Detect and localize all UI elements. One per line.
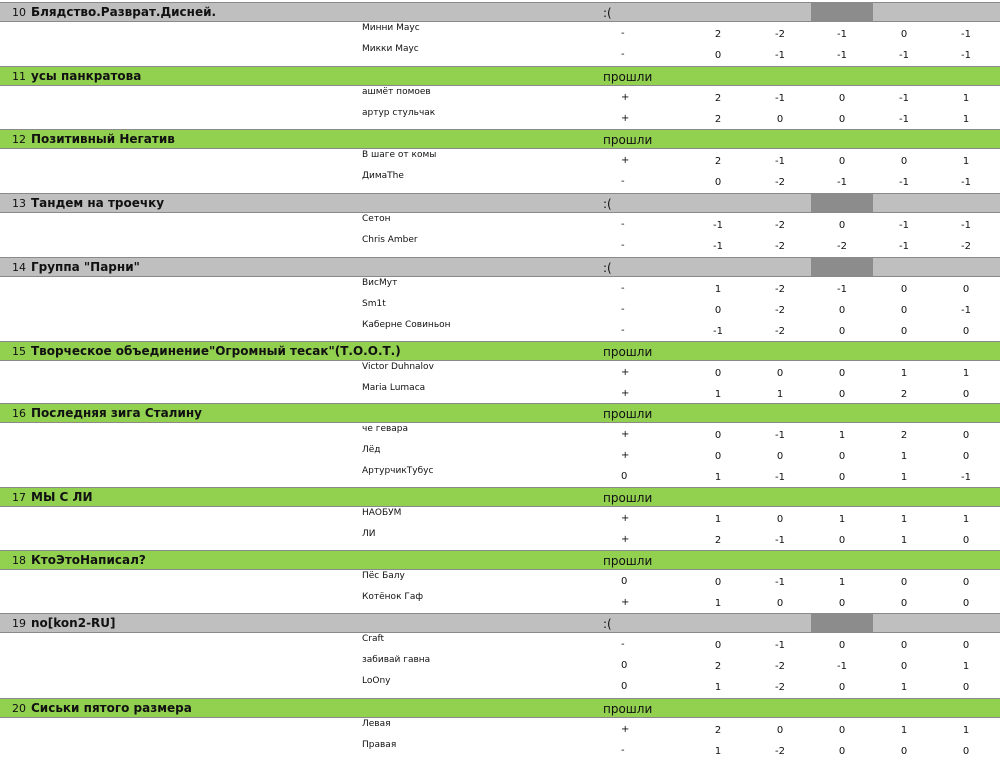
score-cell: 0: [900, 598, 908, 609]
score-cell: 1: [714, 682, 722, 693]
score-cell: -1: [775, 640, 785, 651]
team-block: [0, 129, 1000, 191]
score-cell: 1: [962, 661, 970, 672]
team-block: [0, 550, 1000, 612]
score-cell: 2: [900, 430, 908, 441]
score-cell: -2: [775, 746, 785, 757]
team-name: Сиськи пятого размера: [31, 701, 192, 715]
score-cell: -1: [899, 177, 909, 188]
player-row[interactable]: [0, 170, 1000, 191]
score-cell: -1: [899, 50, 909, 61]
player-mark: -: [621, 283, 625, 294]
score-cell: 2: [900, 389, 908, 400]
score-cell: 0: [776, 114, 784, 125]
player-mark: -: [621, 219, 625, 230]
score-cell: 0: [714, 305, 722, 316]
team-number: 19: [12, 617, 26, 630]
player-name: ВисМут: [362, 278, 398, 288]
player-name: Chris Amber: [362, 235, 418, 245]
score-cell: 0: [900, 29, 908, 40]
team-number: 12: [12, 133, 26, 146]
score-cell: 0: [838, 746, 846, 757]
score-cell: 0: [776, 451, 784, 462]
player-row[interactable]: [0, 507, 1000, 528]
player-mark: +: [621, 367, 630, 378]
team-number: 20: [12, 702, 26, 715]
score-cell: -2: [775, 661, 785, 672]
team-status: прошли: [603, 407, 653, 421]
score-cell: 2: [714, 725, 722, 736]
eliminated-highlight-cell: [811, 194, 873, 212]
score-cell: 0: [714, 430, 722, 441]
score-cell: -2: [775, 305, 785, 316]
player-name: Victor Duhnalov: [362, 362, 434, 372]
player-mark: 0: [621, 681, 628, 692]
player-row[interactable]: [0, 361, 1000, 382]
score-cell: -1: [713, 326, 723, 337]
player-row[interactable]: [0, 591, 1000, 612]
score-cell: 2: [714, 661, 722, 672]
team-block: [0, 66, 1000, 128]
team-number: 16: [12, 407, 26, 420]
score-cell: 0: [962, 598, 970, 609]
player-name: Maria Lumaca: [362, 383, 426, 393]
score-cell: 1: [962, 114, 970, 125]
score-cell: -1: [961, 177, 971, 188]
score-cell: -2: [775, 284, 785, 295]
team-block: [0, 403, 1000, 486]
player-row[interactable]: [0, 675, 1000, 696]
team-number: 10: [12, 6, 26, 19]
player-mark: -: [621, 49, 625, 60]
player-row[interactable]: [0, 570, 1000, 591]
player-row[interactable]: [0, 277, 1000, 298]
score-cell: 0: [900, 284, 908, 295]
score-cell: -1: [899, 220, 909, 231]
player-mark: +: [621, 513, 630, 524]
score-cell: 0: [776, 725, 784, 736]
team-name: Группа "Парни": [31, 260, 140, 274]
score-cell: 1: [714, 472, 722, 483]
score-cell: 0: [714, 177, 722, 188]
player-name: Котёнок Гаф: [362, 592, 424, 602]
score-cell: 0: [838, 725, 846, 736]
player-mark: +: [621, 724, 630, 735]
score-cell: 0: [714, 640, 722, 651]
team-header-row[interactable]: [0, 698, 1000, 718]
score-cell: 1: [838, 577, 846, 588]
player-name: артур стульчак: [362, 108, 436, 118]
team-status: :(: [603, 6, 612, 20]
team-number: 11: [12, 70, 26, 83]
score-cell: 0: [838, 389, 846, 400]
player-name: Sm1t: [362, 299, 386, 309]
player-row[interactable]: [0, 107, 1000, 128]
player-row[interactable]: [0, 718, 1000, 739]
score-cell: 1: [714, 389, 722, 400]
player-row[interactable]: [0, 298, 1000, 319]
score-cell: -1: [961, 50, 971, 61]
player-mark: +: [621, 429, 630, 440]
player-name: че гевара: [362, 424, 409, 434]
score-cell: 1: [900, 514, 908, 525]
score-cell: 1: [962, 93, 970, 104]
score-cell: 0: [900, 156, 908, 167]
team-status: :(: [603, 197, 612, 211]
player-mark: +: [621, 388, 630, 399]
score-cell: 1: [776, 389, 784, 400]
player-name: Сетон: [362, 214, 391, 224]
player-name: В шаге от комы: [362, 150, 437, 160]
score-cell: 0: [900, 640, 908, 651]
team-number: 13: [12, 197, 26, 210]
score-cell: 1: [962, 368, 970, 379]
score-cell: -1: [775, 50, 785, 61]
score-cell: 0: [838, 93, 846, 104]
score-cell: 1: [900, 472, 908, 483]
score-cell: -2: [775, 177, 785, 188]
score-cell: 1: [714, 746, 722, 757]
team-header-row[interactable]: [0, 193, 1000, 213]
player-name: Craft: [362, 634, 385, 644]
score-cell: 0: [776, 514, 784, 525]
team-number: 17: [12, 491, 26, 504]
score-cell: 0: [838, 114, 846, 125]
score-cell: 0: [962, 451, 970, 462]
score-cell: -1: [837, 284, 847, 295]
score-cell: -1: [961, 220, 971, 231]
score-cell: 0: [838, 326, 846, 337]
player-name: ДимаThe: [362, 171, 404, 181]
score-cell: 0: [838, 640, 846, 651]
score-cell: 0: [838, 451, 846, 462]
score-cell: 0: [714, 368, 722, 379]
team-number: 18: [12, 554, 26, 567]
score-cell: -1: [837, 661, 847, 672]
player-mark: +: [621, 155, 630, 166]
score-cell: 0: [962, 430, 970, 441]
team-header-row[interactable]: [0, 550, 1000, 570]
score-cell: -2: [837, 241, 847, 252]
player-mark: -: [621, 240, 625, 251]
player-row[interactable]: [0, 444, 1000, 465]
team-block: [0, 487, 1000, 549]
player-mark: -: [621, 28, 625, 39]
score-cell: 2: [714, 535, 722, 546]
score-cell: 0: [838, 682, 846, 693]
player-row[interactable]: [0, 528, 1000, 549]
player-row[interactable]: [0, 423, 1000, 444]
team-name: no[kon2-RU]: [31, 616, 116, 630]
team-header-row[interactable]: [0, 2, 1000, 22]
score-cell: 0: [714, 451, 722, 462]
score-cell: 1: [962, 514, 970, 525]
score-cell: 0: [962, 577, 970, 588]
team-block: [0, 257, 1000, 340]
player-mark: +: [621, 450, 630, 461]
score-cell: 0: [900, 746, 908, 757]
score-cell: 1: [900, 368, 908, 379]
score-cell: -1: [775, 577, 785, 588]
player-row[interactable]: [0, 86, 1000, 107]
score-cell: 1: [900, 725, 908, 736]
player-mark: +: [621, 92, 630, 103]
score-cell: 0: [838, 535, 846, 546]
player-mark: +: [621, 113, 630, 124]
score-cell: -1: [899, 241, 909, 252]
team-header-row[interactable]: [0, 129, 1000, 149]
player-mark: -: [621, 304, 625, 315]
player-name: АртурчикТубус: [362, 466, 434, 476]
player-name: Каберне Совиньон: [362, 320, 451, 330]
score-cell: 1: [714, 284, 722, 295]
score-cell: 0: [900, 305, 908, 316]
team-name: МЫ С ЛИ: [31, 490, 93, 504]
score-cell: 2: [714, 114, 722, 125]
player-name: Левая: [362, 719, 391, 729]
score-cell: 0: [838, 472, 846, 483]
score-cell: 2: [714, 29, 722, 40]
team-status: :(: [603, 261, 612, 275]
score-cell: 0: [838, 368, 846, 379]
player-row[interactable]: [0, 633, 1000, 654]
score-cell: 0: [714, 50, 722, 61]
team-name: Последняя зига Сталину: [31, 406, 202, 420]
team-header-row[interactable]: [0, 66, 1000, 86]
score-cell: 1: [714, 514, 722, 525]
score-cell: -1: [961, 29, 971, 40]
score-cell: 1: [962, 725, 970, 736]
player-mark: -: [621, 745, 625, 756]
player-row[interactable]: [0, 465, 1000, 486]
score-cell: 1: [962, 156, 970, 167]
team-status: прошли: [603, 345, 653, 359]
score-cell: -1: [775, 430, 785, 441]
score-cell: -1: [775, 93, 785, 104]
team-name: Позитивный Негатив: [31, 132, 175, 146]
eliminated-highlight-cell: [811, 614, 873, 632]
score-cell: -1: [713, 241, 723, 252]
score-cell: 1: [838, 430, 846, 441]
score-cell: 0: [900, 577, 908, 588]
team-header-row[interactable]: [0, 341, 1000, 361]
score-cell: -2: [775, 326, 785, 337]
score-cell: 0: [838, 305, 846, 316]
score-cell: 1: [900, 535, 908, 546]
score-cell: 2: [714, 93, 722, 104]
player-name: ашмёт помоев: [362, 87, 431, 97]
team-header-row[interactable]: [0, 487, 1000, 507]
team-header-row[interactable]: [0, 403, 1000, 423]
team-block: [0, 613, 1000, 696]
score-cell: -2: [775, 220, 785, 231]
team-status: прошли: [603, 133, 653, 147]
player-name: Лёд: [362, 445, 381, 455]
score-cell: 0: [962, 682, 970, 693]
team-status: прошли: [603, 554, 653, 568]
player-name: НАОБУМ: [362, 508, 402, 518]
score-cell: -1: [899, 93, 909, 104]
player-name: забивай гавна: [362, 655, 431, 665]
score-cell: -2: [961, 241, 971, 252]
score-cell: 1: [900, 451, 908, 462]
score-cell: 0: [962, 326, 970, 337]
player-row[interactable]: [0, 149, 1000, 170]
score-cell: 1: [714, 598, 722, 609]
player-mark: -: [621, 325, 625, 336]
player-name: LoOny: [362, 676, 391, 686]
team-header-row[interactable]: [0, 613, 1000, 633]
player-mark: -: [621, 639, 625, 650]
team-status: прошли: [603, 491, 653, 505]
player-row[interactable]: [0, 234, 1000, 255]
team-name: усы панкратова: [31, 69, 142, 83]
player-mark: 0: [621, 576, 628, 587]
player-name: Правая: [362, 740, 397, 750]
score-cell: 0: [776, 368, 784, 379]
team-number: 14: [12, 261, 26, 274]
eliminated-highlight-cell: [811, 3, 873, 21]
score-cell: -1: [775, 535, 785, 546]
player-mark: -: [621, 176, 625, 187]
team-name: Тандем на троечку: [31, 196, 165, 210]
player-name: Минни Маус: [362, 23, 420, 33]
player-row[interactable]: [0, 382, 1000, 403]
team-name: Творческое объединение"Огромный тесак"(Т.О.О.Т.): [31, 344, 401, 358]
score-cell: -1: [961, 305, 971, 316]
score-cell: 0: [776, 598, 784, 609]
score-cell: -1: [837, 50, 847, 61]
score-cell: -1: [899, 114, 909, 125]
player-name: Микки Маус: [362, 44, 419, 54]
player-row[interactable]: [0, 43, 1000, 64]
score-cell: -1: [837, 177, 847, 188]
player-name: Пёс Балу: [362, 571, 405, 581]
score-cell: 0: [838, 156, 846, 167]
team-block: [0, 193, 1000, 255]
eliminated-highlight-cell: [811, 258, 873, 276]
team-status: прошли: [603, 702, 653, 716]
score-cell: -1: [837, 29, 847, 40]
score-cell: 0: [900, 326, 908, 337]
score-cell: 0: [962, 535, 970, 546]
team-block: [0, 698, 1000, 760]
team-name: Блядство.Разврат.Дисней.: [31, 5, 217, 19]
team-block: [0, 341, 1000, 403]
score-cell: -2: [775, 682, 785, 693]
player-mark: +: [621, 597, 630, 608]
score-cell: -1: [775, 156, 785, 167]
score-cell: 0: [962, 284, 970, 295]
player-mark: 0: [621, 660, 628, 671]
score-cell: 0: [838, 598, 846, 609]
score-cell: 1: [838, 514, 846, 525]
score-cell: -1: [961, 472, 971, 483]
score-cell: -1: [713, 220, 723, 231]
score-cell: -1: [775, 472, 785, 483]
team-block: [0, 2, 1000, 64]
team-status: прошли: [603, 70, 653, 84]
team-number: 15: [12, 345, 26, 358]
score-cell: 0: [838, 220, 846, 231]
score-cell: 0: [962, 389, 970, 400]
player-row[interactable]: [0, 319, 1000, 340]
player-mark: +: [621, 534, 630, 545]
team-status: :(: [603, 617, 612, 631]
player-name: ЛИ: [362, 529, 376, 539]
score-cell: 0: [714, 577, 722, 588]
player-row[interactable]: [0, 22, 1000, 43]
score-cell: -2: [775, 241, 785, 252]
player-row[interactable]: [0, 213, 1000, 234]
team-header-row[interactable]: [0, 257, 1000, 277]
player-row[interactable]: [0, 654, 1000, 675]
team-name: КтоЭтоНаписал?: [31, 553, 146, 567]
score-cell: 0: [962, 640, 970, 651]
player-mark: 0: [621, 471, 628, 482]
player-row[interactable]: [0, 739, 1000, 760]
score-cell: 1: [900, 682, 908, 693]
score-cell: 0: [900, 661, 908, 672]
score-cell: 0: [962, 746, 970, 757]
score-cell: -2: [775, 29, 785, 40]
score-cell: 2: [714, 156, 722, 167]
